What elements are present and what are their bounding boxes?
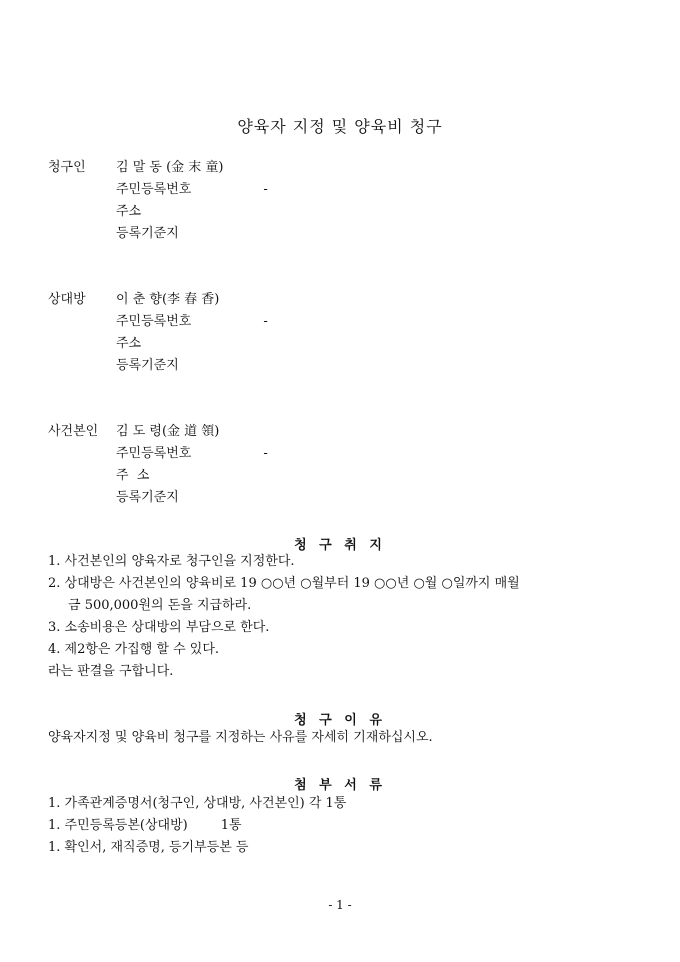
principal-name: 김 도 령(金 道 領) [116, 424, 220, 439]
claim-reason-text: 양육자지정 및 양육비 청구를 지정하는 사유를 자세히 기재하십시오. [48, 730, 433, 745]
attachment-item: 1. 주민등록등본(상대방) 1통 [48, 818, 242, 833]
principal-address-row [48, 465, 268, 487]
respondent-label: 상대방 [48, 292, 86, 307]
respondent-rrn-dash: - [263, 314, 268, 329]
respondent-rrn-label: 주민등록번호 [116, 314, 192, 329]
principal-block [48, 421, 268, 509]
respondent-address-row [48, 333, 268, 355]
claimant-registry-label: 등록기준지 [116, 226, 179, 241]
respondent-registry-row [48, 355, 268, 377]
claimant-name-row [48, 157, 268, 179]
principal-rrn-label: 주민등록번호 [116, 446, 192, 461]
principal-registry-row [48, 487, 268, 509]
attachments-list [48, 793, 648, 859]
claimant-rrn-label: 주민등록번호 [116, 182, 192, 197]
claim-purpose-list [48, 551, 648, 683]
claim-purpose-line: 라는 판결을 구합니다. [48, 664, 174, 679]
page-number: - 1 - [328, 898, 352, 912]
claim-purpose-line: 4. 제2항은 가집행 할 수 있다. [48, 642, 220, 657]
claimant-rrn-dash: - [263, 182, 268, 197]
attachment-item: 1. 확인서, 재직증명, 등기부등본 등 [48, 840, 249, 855]
principal-name-row [48, 421, 268, 443]
claim-reason-heading: 청 구 이 유 [294, 713, 386, 728]
respondent-name-row [48, 289, 268, 311]
respondent-name: 이 춘 향(李 春 香) [116, 292, 220, 307]
attachment-item: 1. 가족관계증명서(청구인, 상대방, 사건본인) 각 1통 [48, 796, 347, 811]
claimant-label: 청구인 [48, 160, 86, 175]
claimant-address-row [48, 201, 268, 223]
document-title: 양육자 지정 및 양육비 청구 [237, 117, 443, 136]
claim-purpose-line: 1. 사건본인의 양육자로 청구인을 지정한다. [48, 554, 295, 569]
principal-rrn-row [48, 443, 268, 465]
attachments-heading: 첨 부 서 류 [294, 778, 386, 793]
claim-reason-body [48, 727, 648, 749]
claimant-address-label: 주소 [116, 204, 142, 219]
respondent-rrn-row [48, 311, 268, 333]
respondent-address-label: 주소 [116, 336, 142, 351]
respondent-registry-label: 등록기준지 [116, 358, 179, 373]
claimant-registry-row [48, 223, 268, 245]
claimant-block [48, 157, 268, 245]
claim-purpose-line: 3. 소송비용은 상대방의 부담으로 한다. [48, 620, 270, 635]
claimant-name: 김 말 동 (金 末 童) [116, 160, 224, 175]
claim-purpose-line: 2. 상대방은 사건본인의 양육비로 19 ○○년 ○월부터 19 ○○년 ○월 ○일까지 매월 [48, 576, 520, 591]
principal-registry-label: 등록기준지 [116, 490, 179, 505]
principal-label: 사건본인 [48, 424, 99, 439]
claim-purpose-line: 금 500,000원의 돈을 지급하라. [68, 598, 252, 613]
principal-rrn-dash: - [263, 446, 268, 461]
principal-address-label: 주 소 [116, 468, 150, 483]
respondent-block [48, 289, 268, 377]
claim-purpose-heading: 청 구 취 지 [294, 538, 386, 553]
claimant-rrn-row [48, 179, 268, 201]
